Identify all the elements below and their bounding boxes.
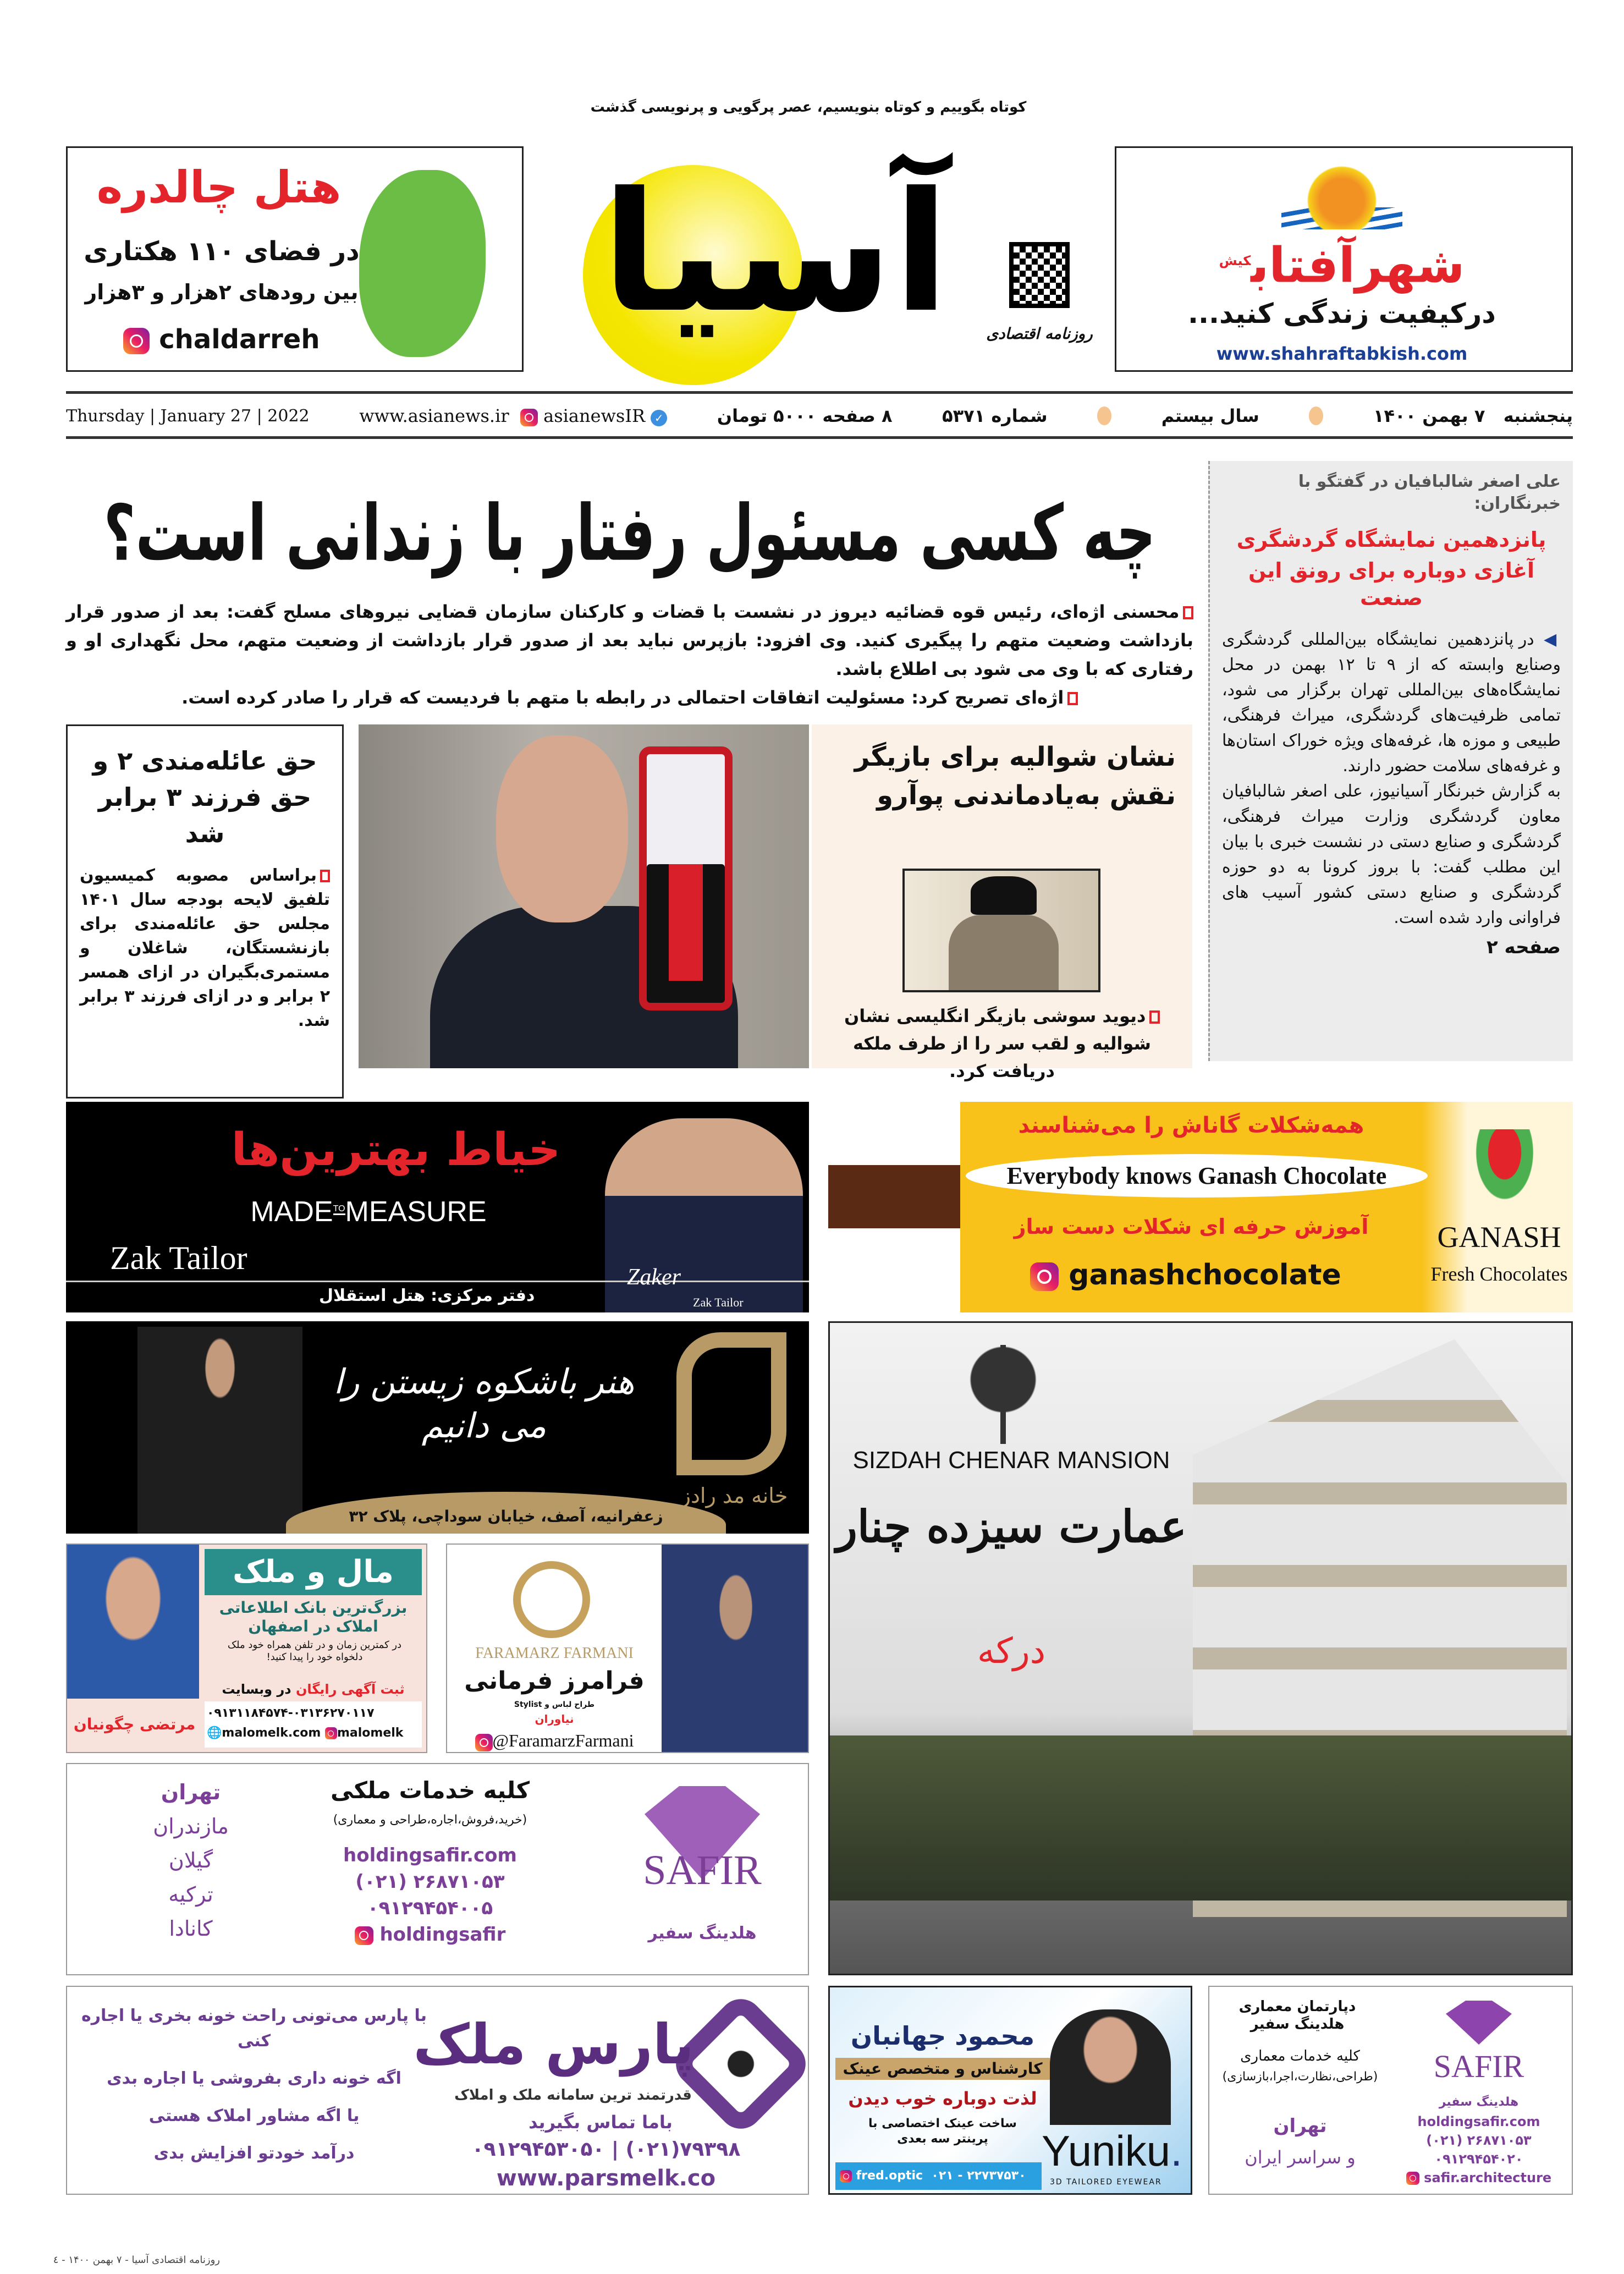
parsmelk-website[interactable]: www.parsmelk.co [496, 2166, 716, 2191]
lotus-logo [1472, 1129, 1538, 1206]
person-name: مرتضی چگونیان [73, 1715, 196, 1733]
malomelk-text: در کمترین زمان و در تلفن همراه خود ملک دلخواه خود را پیدا کنید! [227, 1639, 402, 1663]
mansion-english: SIZDAH CHENAR MANSION [852, 1447, 1170, 1474]
globe-icon: 🌐 [207, 1726, 222, 1740]
malomelk-instagram[interactable]: malomelk [337, 1726, 404, 1740]
arch-services: کلیه خدمات معماری [1240, 2048, 1360, 2064]
ad-shahraftab[interactable] [1115, 146, 1573, 372]
parsmelk-lines [73, 2003, 436, 2166]
parsmelk-tagline: قدرتمند ترین سامانه ملک و املاک [454, 2087, 692, 2103]
year: سال بیستم [1161, 405, 1259, 426]
zak-signature-sub: Zak Tailor [693, 1295, 744, 1309]
zak-name: Zak Tailor [110, 1240, 247, 1276]
optician-photo [1050, 2009, 1171, 2125]
yuniku-contact-bar[interactable]: fred.optic ۰۲۱ - ۲۲۷۳۷۵۳۰ [835, 2162, 1042, 2190]
newspaper-logo: آسیا [601, 157, 950, 349]
website[interactable]: www.asianews.ir [359, 405, 509, 426]
ganash-english: Everybody knows Ganash Chocolate [966, 1154, 1428, 1198]
arch-title: دپارتمان معماری هلدینگ سفیر [1238, 1998, 1356, 2033]
bullet-icon [1149, 1010, 1160, 1024]
divider-line [66, 1281, 809, 1282]
radz-slogan: هنر باشکوه زیستن را می دانیم [333, 1361, 635, 1446]
issue-number: شماره ۵۳۷۱ [942, 405, 1048, 426]
ad-safir-holding[interactable] [66, 1763, 809, 1975]
safir-logo: SAFIR [643, 1847, 762, 1893]
parsmelk-line: اگه خونه داری بفروشی یا اجاره بدی [107, 2069, 401, 2088]
instagram-handle: chaldarreh [159, 324, 320, 355]
radz-monogram [676, 1332, 786, 1475]
price: ۸ صفحه ۵۰۰۰ تومان [717, 405, 893, 426]
instagram-icon [840, 2170, 852, 2182]
info-bar [66, 399, 1573, 432]
hotel-title: هتل چالدره [96, 162, 342, 213]
knight-headline: نشان شوالیه برای بازیگر نقش به‌یادماندنی پوآرو [854, 741, 1176, 811]
farmani-logo [513, 1561, 590, 1638]
ad-zak-tailor[interactable] [66, 1102, 809, 1312]
model-photo [137, 1327, 302, 1534]
arch-logo-sub: هلدینگ سفیر [1439, 2095, 1519, 2109]
brand-name [1149, 230, 1534, 295]
arch-logo: SAFIR [1433, 2048, 1524, 2084]
instagram-icon [520, 409, 538, 426]
verified-icon: ✓ [651, 410, 667, 426]
arch-details: (طراحی،نظارت،اجرا،بازسازی) [1222, 2070, 1378, 2084]
ad-chaldarreh[interactable] [66, 146, 524, 372]
main-headline: چه کسی مسئول رفتار با زندانی است؟ [103, 488, 1156, 579]
lead-paragraph-2: اژه‌ای تصریح کرد: مسئولیت اتفاقات احتمالی در رابطه با متهم با فردیست که قرار را صادر کرده است. [181, 687, 1064, 708]
bullet-icon [320, 870, 330, 882]
instagram-icon [475, 1734, 493, 1751]
ad-malomelk[interactable] [66, 1544, 427, 1753]
mansion-persian: عمارت سیزده چنار [836, 1501, 1187, 1552]
safir-website[interactable]: holdingsafir.com [343, 1844, 517, 1866]
person-photo [67, 1545, 199, 1699]
zak-office: دفتر مرکزی: هتل استقلال [319, 1286, 535, 1305]
bottom-rule [66, 436, 1573, 439]
sidebar-kicker: علی اصغر شالبافیان در گفتگو با خبرنگاران: [1298, 472, 1561, 513]
sidebar-body: ◀ در پانزدهمین نمایشگاه بین‌المللی گردشگری وصنایع وابسته که از ۹ تا ۱۲ بهمن در محل نمایشگاه‌های بین‌المللی تهران برگزار می شود، تمامی ظرفیت‌های گردشگری، میراث فرهنگی، طبیعی و موزه ها، غرفه‌های ویژه خوراک استان‌ها و غرفه‌های سلامت حضور دارند. به گزارش خبرنگار آسیانیوز، علی اصغر شالبافیان معاون گردشگری وزارت میراث فرهنگی، گردشگری و صنایع دستی در نشست خبری با بیان این مطلب گفت: با بروز کرونا به دو حوزه گردشگری و صنایع دستی کشور آسیب های فراوانی وارد شده است. [1222, 630, 1561, 927]
sidebar-paragraph-1: در پانزدهمین نمایشگاه بین‌المللی گردشگری وصنایع وابسته که از ۹ تا ۱۲ بهمن در محل نمایشگاه‌های بین‌المللی تهران برگزار می شود، تمامی ظرفیت‌های گردشگری، میراث فرهنگی، طبیعی و موزه ها، غرفه‌های ویژه خوراک استان‌ها و غرفه‌های سلامت حضور دارند. [1222, 630, 1561, 776]
city-item: کانادا [169, 1916, 213, 1941]
city-item: گیلان [168, 1848, 213, 1872]
ganash-top: همه‌شکلات گاناش را می‌شناسند [1018, 1113, 1364, 1138]
farmani-english: FARAMARZ FARMANI [475, 1645, 634, 1662]
yuniku-brand: Yuniku. [1042, 2127, 1182, 2175]
farmani-role: طراح لباس و Stylist [514, 1700, 595, 1709]
malomelk-cta: ثبت آگهی رایگان در وبسایت [222, 1682, 405, 1697]
sidebar-story [1208, 461, 1573, 1061]
photo-person [949, 915, 1059, 992]
malomelk-contacts[interactable] [205, 1701, 422, 1748]
city-item: تهران [161, 1780, 221, 1804]
parsmelk-contact: باما تماس بگیرید [529, 2112, 673, 2133]
yuniku-title: کارشناس و متخصص عینک [835, 2058, 1050, 2080]
ganash-brand: GANASH [1437, 1221, 1561, 1254]
instagram-icon [325, 1727, 337, 1739]
safir-instagram[interactable]: holdingsafir [298, 1923, 562, 1946]
english-date: Thursday | January 27 | 2022 [66, 406, 310, 426]
ganash-instagram[interactable]: ganashchocolate [993, 1259, 1378, 1292]
separator-dot [1309, 407, 1323, 425]
zak-title: خیاط بهترین‌ها [231, 1124, 561, 1176]
social-handle[interactable]: asianewsIR [543, 405, 646, 426]
photo-face [496, 735, 628, 922]
arch-phone-1[interactable]: (۰۲۱) ۲۶۸۷۱۰۵۳ [1426, 2133, 1532, 2148]
top-rule [66, 391, 1573, 394]
masthead-tagline: کوتاه بگوییم و کوتاه بنویسیم، عصر پرگویی و پرنویسی گذشت [590, 99, 1027, 116]
farmani-location: نیاوران [535, 1712, 574, 1726]
deer-logo-image [359, 170, 486, 357]
malomelk-phones[interactable]: ۰۹۱۳۱۱۸۴۵۷۴-۰۳۱۳۶۲۷۰۱۱۷ [207, 1706, 375, 1720]
page-reference[interactable]: صفحه ۲ [1486, 936, 1561, 958]
made-to-measure: $MADE^{TO}MEASURE$ [250, 1196, 487, 1228]
instagram-icon [123, 328, 150, 354]
parsmelk-line: با پارس می‌تونی راحت خونه بخری یا اجاره کنی [81, 2006, 427, 2051]
footer-text: روزنامه اقتصادی آسیا - ۷ بهمن ۱۴۰۰ - ٤ [53, 2254, 220, 2266]
city-item: ترکیه [168, 1882, 213, 1907]
farmani-instagram[interactable]: @FaramarzFarmani [447, 1729, 662, 1751]
knight-caption: دیوید سوشی بازیگر انگلیسی نشان شوالیه و لقب سر را از طرف ملکه دریافت کرد. [828, 1002, 1176, 1085]
ad-safir-architecture[interactable] [1208, 1986, 1573, 2195]
zak-signature: Zaker [627, 1265, 681, 1290]
arch-region: و سراسر ایران [1245, 2147, 1356, 2168]
ad-ganash[interactable] [828, 1102, 1573, 1312]
parsmelk-brand: پارس ملک [413, 2012, 694, 2077]
bullet-icon [1067, 692, 1078, 705]
tree-logo [956, 1345, 1050, 1444]
social[interactable] [359, 405, 667, 426]
parsmelk-line: یا اگه مشاور املاک هستی [148, 2106, 360, 2125]
safir-services: (خرید،فروش،اجاره،طراحی و معماری) [333, 1813, 527, 1827]
city-item: مازندران [153, 1814, 229, 1838]
safir-phone-1[interactable]: (۰۲۱) ۲۶۸۷۱۰۵۳ [355, 1871, 505, 1893]
sun-waves-logo [1281, 158, 1402, 229]
stylist-photo [662, 1545, 809, 1753]
arch-phone-2[interactable]: ۰۹۱۲۹۴۵۴۰۲۰ [1434, 2151, 1523, 2167]
ad-farmani[interactable] [446, 1544, 809, 1753]
knight-story [812, 724, 1192, 1081]
bullet-icon [1183, 606, 1193, 619]
photo-hat [971, 876, 1037, 915]
yuniku-name: محمود جهانبان [850, 2021, 1035, 2051]
poirot-photo [902, 869, 1100, 992]
yuniku-brand-sub: 3D TAILORED EYEWEAR [1050, 2178, 1162, 2187]
instagram-icon [1030, 1262, 1059, 1291]
brand-label: شهرآفتاب [1251, 237, 1465, 294]
chocolate-photo [828, 1102, 960, 1312]
instagram-icon [1406, 2172, 1419, 2185]
ad-radz[interactable] [66, 1321, 809, 1534]
malomelk-website[interactable]: malomelk.com [222, 1726, 321, 1740]
family-allowance-box [66, 724, 344, 1098]
yuniku-text: ساخت عینک اختصاصی با پرینتر سه بعدی [868, 2117, 1017, 2146]
safir-phone-2[interactable]: ۰۹۱۲۹۴۵۴۰۰۵ [367, 1897, 493, 1919]
yuniku-slogan: لذت دوباره خوب دیدن [848, 2088, 1037, 2109]
lead-body [66, 597, 1193, 712]
radz-brand: خانه مد رادز [680, 1484, 788, 1508]
logo-subtitle: روزنامه اقتصادی [986, 325, 1093, 343]
ganash-training: آموزش حرفه ای شکلات دست ساز [1014, 1215, 1369, 1239]
hotel-area: در فضای ۱۱۰ هکتاری [84, 236, 360, 267]
sidebar-headline-2: آغازی دوباره برای رونق این صنعت [1248, 558, 1535, 610]
family-body: براساس مصوبه کمیسیون تلفیق لایحه بودجه سال ۱۴۰۱ مجلس حق عائله‌مندی برای بازنشستگان، شاغلان و مستمری‌بگیران در ازای همسر ۲ برابر و در ازای فرزند ۳ برابر شد. [80, 866, 330, 1030]
medal-case [639, 746, 733, 1010]
safir-logo-sub: هلدینگ سفیر [648, 1924, 757, 1943]
malomelk-headline: بزرگ‌ترین بانک اطلاعاتی املاک در اصفهان [219, 1599, 408, 1635]
instagram-icon [355, 1926, 373, 1945]
ganash-brand-sub: Fresh Chocolates [1430, 1263, 1568, 1285]
sidebar-paragraph-2: به گزارش خبرنگار آسیانیوز، علی اصغر شالبافیان معاون گردشگری وزارت میراث فرهنگی، گردشگری و صنایع دستی در نشست خبری با بیان این مطلب گفت: با بروز کرونا به دو حوزه گردشگری و صنایع دستی کشور آسیب های فراوانی وارد شده است. [1222, 782, 1561, 927]
brand-kish: کیش [1219, 253, 1251, 268]
ad-parsmelk[interactable] [66, 1986, 809, 2195]
slogan: درکیفیت زندگی کنید... [1188, 298, 1496, 329]
safir-cities [122, 1775, 260, 1946]
arch-city: تهران [1273, 2115, 1327, 2137]
website-link[interactable]: www.shahraftabkish.com [1216, 343, 1468, 364]
lead-paragraph-1: محسنی اژه‌ای، رئیس قوه قضائیه دیروز در نشست با قضات و کارکنان سازمان قضایی نیروهای مسلح گفت: بعد از صدور قرار بازداشت وضعیت متهم را پیگیری کنید. وی افزود: بازپرس نباید بعد از صدور قرار بازداشت از وضعیت متهم، محل نگهداری او و رفتاری که با وی می شود بی اطلاع باشد. [66, 601, 1193, 679]
sidebar-headline-1: پانزدهمین نمایشگاه گردشگری [1236, 528, 1546, 552]
day-date: پنجشنبه ۷ بهمن ۱۴۰۰ [1373, 405, 1573, 426]
farmani-persian: فرامرز فرمانی [464, 1667, 645, 1695]
qr-code-icon [1009, 242, 1070, 308]
separator-dot [1097, 407, 1111, 425]
ad-yuniku[interactable] [828, 1986, 1192, 2195]
radz-address: زعفرانیه، آصف، خیابان سوداچی، پلاک ۳۲ [349, 1507, 663, 1525]
knighthood-photo [359, 724, 809, 1068]
diamond-logo-icon [1446, 2001, 1512, 2045]
arch-instagram[interactable]: safir.architecture [1391, 2169, 1567, 2186]
parsmelk-line: درآمد خودتو افزایش بدی [153, 2144, 355, 2163]
arch-website[interactable]: holdingsafir.com [1417, 2114, 1540, 2129]
safir-title: کلیه خدمات ملکی [330, 1777, 530, 1804]
family-headline: حق عائله‌مندی ۲ و حق فرزند ۳ برابر شد [92, 746, 317, 848]
parsmelk-phones[interactable]: ۰۹۱۲۹۴۵۳۰۵۰ | (۰۲۱)۷۹۳۹۸ [471, 2138, 741, 2161]
mansion-location: درکه [977, 1631, 1046, 1672]
hotel-location: بین رودهای ۲هزار و ۳هزار [85, 280, 359, 304]
malomelk-logo: مال و ملک [205, 1549, 422, 1595]
ad-sizdah-chenar[interactable] [828, 1321, 1573, 1975]
hotel-instagram[interactable] [79, 324, 365, 355]
street-trees [830, 1735, 1573, 1901]
